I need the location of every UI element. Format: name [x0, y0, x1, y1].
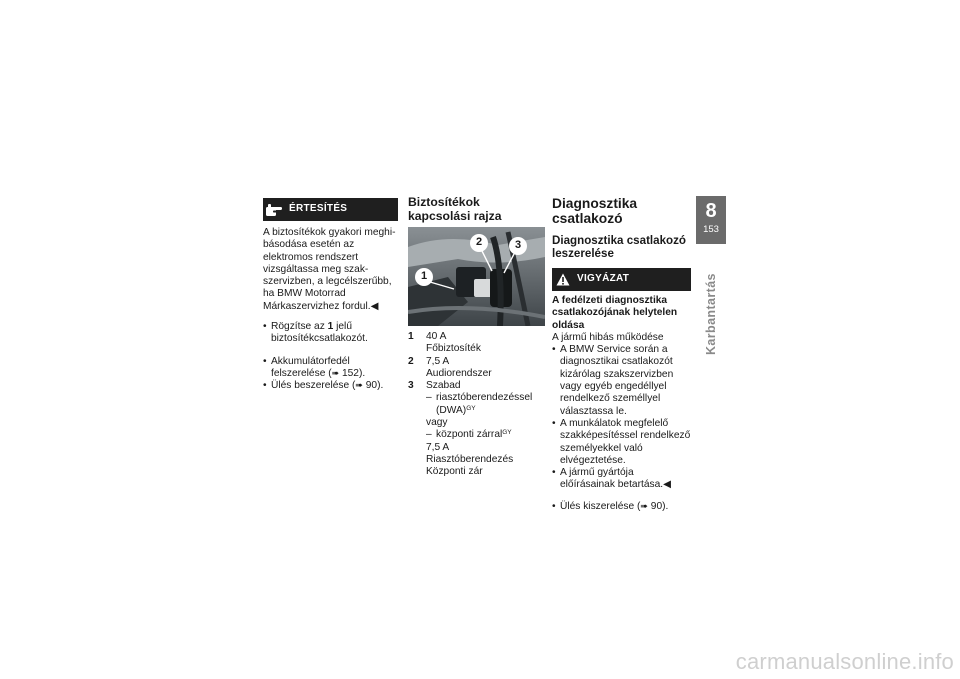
diagnostics-heading: Diagnosztika csatlakozó — [552, 196, 638, 226]
page-ref-arrow-icon: ➠ — [640, 501, 648, 512]
notice-column — [263, 198, 398, 393]
step-item: • Rögzítse az 1 jelű biztosítékcsatlakozót. — [263, 321, 398, 346]
page-ref-arrow-icon: ➠ — [355, 381, 363, 392]
fuse-photo — [408, 227, 545, 326]
chapter-number: 8 — [705, 200, 717, 222]
warning-label: VIGYÁZAT — [577, 273, 630, 285]
notice-text: A biztosítékok gyakori meghibásodása esetén az elektromos rendszert vizsgáltassa meg szakszervizben, a legcélszerűbb, ha BMW Motorrad Márkaszervizhez fordul.◀ — [263, 227, 396, 312]
page-number: 153 — [703, 224, 719, 235]
warning-triangle-icon — [552, 273, 574, 286]
diagnostics-subheading: Diagnosztika csatlakozó leszerelése — [552, 234, 687, 260]
notice-banner — [263, 198, 398, 221]
warning-banner — [552, 268, 691, 291]
legend-item: 3 Szabad – riasztóberendezéssel (DWA)$^{GY}$ vagy – központi zárral$^{GY}$ 7,5 A Riasztóberendezés Központi zár — [408, 380, 545, 478]
photo-label-1: 1 — [420, 270, 428, 282]
fuse-column — [408, 196, 545, 479]
step-item: • Ülés beszerelése (➠ 90). — [263, 380, 398, 392]
chapter-tab — [696, 196, 726, 244]
warning-item: • A jármű gyártója előírásainak betartása.◀ — [552, 467, 691, 492]
watermark: carmanualsonline.info — [735, 649, 954, 674]
diagnostics-column — [552, 196, 691, 513]
warning-lead: A jármű hibás működése — [552, 331, 664, 343]
warning-item: • A BMW Service során a diagnosztikai csatlakozót kizárólag szakszervizben vagy egyéb engedéllyel rendelkező személlyel választassa le. — [552, 344, 691, 418]
step-item: • Ülés kiszerelése (➠ 90). — [552, 501, 691, 513]
legend-item: 1 40 A Főbiztosíték — [408, 331, 481, 355]
chapter-title: Karbantartás — [703, 273, 718, 355]
legend-item: 2 7,5 A Audiorendszer — [408, 355, 492, 379]
fuse-heading: Biztosítékok kapcsolási rajza — [408, 195, 502, 223]
hand-pointer-icon — [263, 198, 285, 221]
notice-label: ÉRTESÍTÉS — [289, 203, 348, 215]
page-ref-arrow-icon: ➠ — [331, 368, 340, 379]
warning-item: • A munkálatok megfelelő szakképesítéssel rendelkező személyekkel való elvégeztetése. — [552, 418, 691, 467]
warning-title: A fedélzeti diagnosztika csatlakozójának helytelen oldása — [552, 295, 678, 331]
photo-label-3: 3 — [514, 239, 522, 251]
step-item: • Akkumulátorfedél felszerelése (➠ 152). — [263, 356, 398, 381]
photo-label-2: 2 — [475, 236, 483, 248]
fuse-legend — [408, 331, 545, 479]
